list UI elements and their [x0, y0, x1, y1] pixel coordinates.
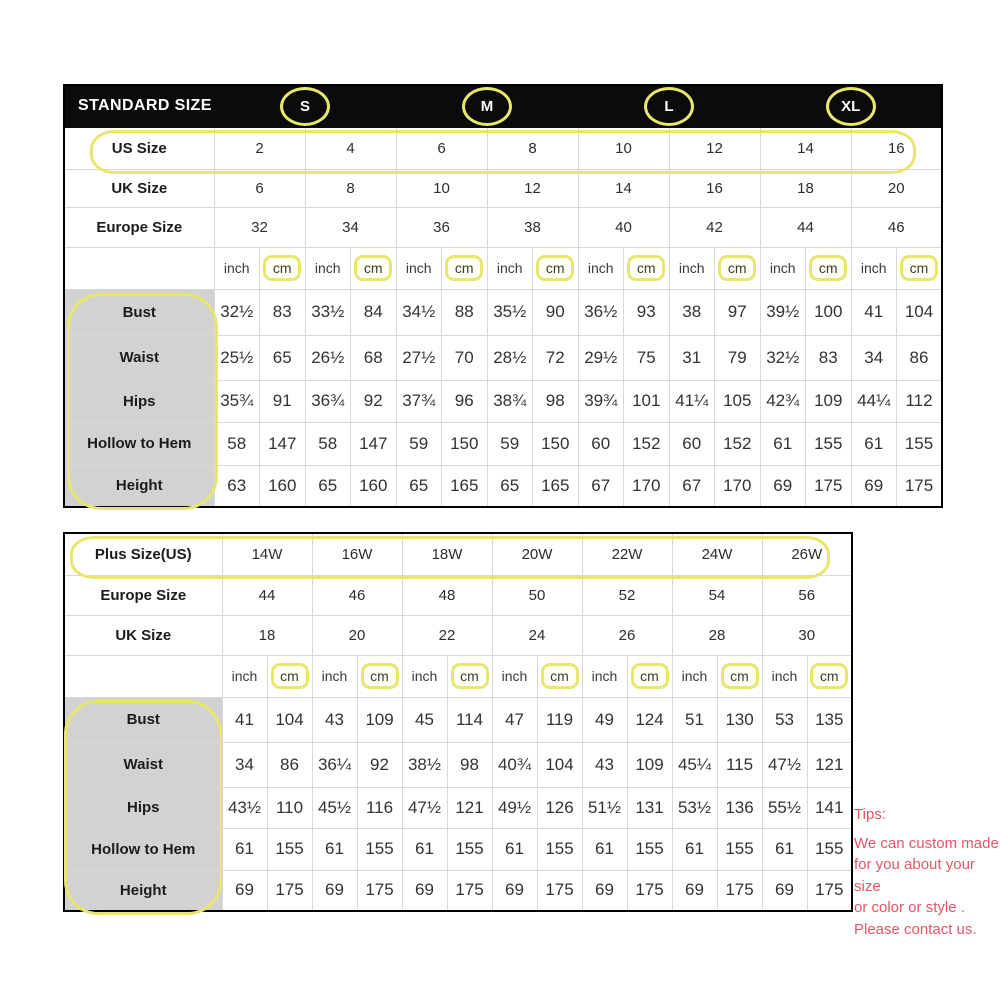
cm-unit-label-highlighted: cm [263, 255, 301, 281]
cm-unit-label-highlighted: cm [631, 663, 669, 689]
measurement-value-cell: 69 [762, 870, 807, 911]
inch-unit-label: inch [222, 655, 267, 697]
measurement-value-cell: 121 [447, 787, 492, 828]
measurement-value-cell: 69 [582, 870, 627, 911]
measurement-value-cell: 61 [672, 828, 717, 870]
measurement-value-cell: 37¾ [396, 380, 442, 422]
size-group-cell [578, 85, 760, 127]
measurement-value-cell: 104 [537, 742, 582, 787]
measurement-value-cell: 155 [897, 422, 943, 465]
measurement-value-cell: 98 [447, 742, 492, 787]
measurement-value-cell: 45¼ [672, 742, 717, 787]
measurement-label: Height [64, 870, 222, 911]
measurement-value-cell: 155 [627, 828, 672, 870]
measurement-value-cell: 69 [312, 870, 357, 911]
measurement-value-cell: 155 [717, 828, 762, 870]
measurement-value-cell: 175 [897, 465, 943, 507]
measurement-label: Bust [64, 697, 222, 742]
measurement-value-cell: 41¼ [669, 380, 715, 422]
size-group-cell [396, 85, 578, 127]
measurement-value-cell: 86 [267, 742, 312, 787]
measurement-value-cell: 65 [396, 465, 442, 507]
measurement-value-cell: 59 [396, 422, 442, 465]
measurement-value-cell: 150 [442, 422, 488, 465]
size-value-cell: 20 [851, 169, 942, 207]
measurement-value-cell: 175 [627, 870, 672, 911]
size-value-cell: 12 [669, 127, 760, 169]
inch-unit-label: inch [760, 247, 806, 289]
size-row-label: Europe Size [64, 575, 222, 615]
size-value-cell: 26W [762, 533, 852, 575]
size-value-cell: 12 [487, 169, 578, 207]
measurement-value-cell: 53 [762, 697, 807, 742]
measurement-value-cell: 98 [533, 380, 579, 422]
size-value-cell: 52 [582, 575, 672, 615]
measurement-value-cell: 135 [807, 697, 852, 742]
measurement-value-cell: 104 [897, 289, 943, 335]
cm-unit-cell [260, 247, 306, 289]
measurement-value-cell: 39½ [760, 289, 806, 335]
cm-unit-cell [715, 247, 761, 289]
measurement-value-cell: 51 [672, 697, 717, 742]
measurement-value-cell: 175 [447, 870, 492, 911]
measurement-value-cell: 90 [533, 289, 579, 335]
measurement-value-cell: 86 [897, 335, 943, 380]
measurement-value-cell: 45½ [312, 787, 357, 828]
cm-unit-cell [807, 655, 852, 697]
measurement-value-cell: 101 [624, 380, 670, 422]
measurement-value-cell: 51½ [582, 787, 627, 828]
measurement-value-cell: 152 [715, 422, 761, 465]
size-value-cell: 24W [672, 533, 762, 575]
measurement-value-cell: 152 [624, 422, 670, 465]
plus-size-table [63, 532, 853, 912]
measurement-value-cell: 93 [624, 289, 670, 335]
size-value-cell: 32 [214, 207, 305, 247]
measurement-value-cell: 65 [487, 465, 533, 507]
measurement-value-cell: 104 [267, 697, 312, 742]
measurement-label: Waist [64, 335, 214, 380]
cm-unit-label-highlighted: cm [541, 663, 579, 689]
inch-unit-label: inch [762, 655, 807, 697]
measurement-value-cell: 160 [351, 465, 397, 507]
size-value-cell: 10 [578, 127, 669, 169]
size-row-label: UK Size [64, 169, 214, 207]
tips-line: or color or style . [854, 899, 965, 916]
measurement-value-cell: 147 [260, 422, 306, 465]
measurement-value-cell: 70 [442, 335, 488, 380]
measurement-value-cell: 35¾ [214, 380, 260, 422]
size-row-label: US Size [64, 127, 214, 169]
measurement-value-cell: 155 [267, 828, 312, 870]
size-value-cell: 4 [305, 127, 396, 169]
size-value-cell: 16 [669, 169, 760, 207]
size-row-label: Plus Size(US) [64, 533, 222, 575]
measurement-label: Waist [64, 742, 222, 787]
measurement-label: Hips [64, 380, 214, 422]
measurement-value-cell: 47½ [402, 787, 447, 828]
measurement-value-cell: 69 [402, 870, 447, 911]
measurement-value-cell: 32½ [214, 289, 260, 335]
measurement-value-cell: 92 [351, 380, 397, 422]
measurement-value-cell: 147 [351, 422, 397, 465]
measurement-value-cell: 49 [582, 697, 627, 742]
size-value-cell: 8 [487, 127, 578, 169]
measurement-value-cell: 61 [222, 828, 267, 870]
measurement-value-cell: 47½ [762, 742, 807, 787]
inch-unit-label: inch [396, 247, 442, 289]
measurement-value-cell: 165 [533, 465, 579, 507]
measurement-value-cell: 175 [807, 870, 852, 911]
cm-unit-cell [537, 655, 582, 697]
size-group-badge: S [280, 87, 330, 126]
size-value-cell: 42 [669, 207, 760, 247]
inch-unit-label: inch [578, 247, 624, 289]
measurement-value-cell: 72 [533, 335, 579, 380]
measurement-value-cell: 155 [537, 828, 582, 870]
cm-unit-cell [351, 247, 397, 289]
measurement-value-cell: 60 [578, 422, 624, 465]
size-value-cell: 14W [222, 533, 312, 575]
measurement-value-cell: 41 [851, 289, 897, 335]
measurement-value-cell: 60 [669, 422, 715, 465]
tips-line: We can custom made [854, 834, 999, 852]
size-group-badge: M [462, 87, 512, 126]
inch-unit-label: inch [214, 247, 260, 289]
cm-unit-label-highlighted: cm [536, 255, 574, 281]
measurement-value-cell: 58 [305, 422, 351, 465]
measurement-value-cell: 115 [717, 742, 762, 787]
cm-unit-cell [897, 247, 943, 289]
measurement-value-cell: 110 [267, 787, 312, 828]
measurement-value-cell: 150 [533, 422, 579, 465]
measurement-value-cell: 124 [627, 697, 672, 742]
measurement-value-cell: 68 [351, 335, 397, 380]
measurement-value-cell: 28½ [487, 335, 533, 380]
measurement-value-cell: 34 [222, 742, 267, 787]
size-row-label: Europe Size [64, 207, 214, 247]
size-value-cell: 6 [214, 169, 305, 207]
measurement-value-cell: 91 [260, 380, 306, 422]
measurement-value-cell: 126 [537, 787, 582, 828]
measurement-value-cell: 155 [357, 828, 402, 870]
measurement-value-cell: 61 [312, 828, 357, 870]
measurement-value-cell: 160 [260, 465, 306, 507]
measurement-value-cell: 69 [672, 870, 717, 911]
size-group-badge: L [644, 87, 694, 126]
measurement-value-cell: 43 [582, 742, 627, 787]
measurement-value-cell: 88 [442, 289, 488, 335]
cm-unit-cell [717, 655, 762, 697]
measurement-value-cell: 83 [806, 335, 852, 380]
size-value-cell: 54 [672, 575, 762, 615]
measurement-value-cell: 97 [715, 289, 761, 335]
size-value-cell: 14 [760, 127, 851, 169]
cm-unit-cell [627, 655, 672, 697]
cm-unit-label-highlighted: cm [809, 255, 847, 281]
cm-unit-label-highlighted: cm [451, 663, 489, 689]
measurement-value-cell: 36¾ [305, 380, 351, 422]
size-value-cell: 18W [402, 533, 492, 575]
size-value-cell: 22 [402, 615, 492, 655]
measurement-label: Hollow to Hem [64, 828, 222, 870]
size-group-badge: XL [826, 87, 876, 126]
measurement-value-cell: 63 [214, 465, 260, 507]
inch-unit-label: inch [312, 655, 357, 697]
measurement-value-cell: 43½ [222, 787, 267, 828]
size-value-cell: 14 [578, 169, 669, 207]
measurement-value-cell: 175 [357, 870, 402, 911]
measurement-value-cell: 61 [760, 422, 806, 465]
measurement-value-cell: 59 [487, 422, 533, 465]
size-value-cell: 10 [396, 169, 487, 207]
measurement-value-cell: 175 [537, 870, 582, 911]
measurement-value-cell: 49½ [492, 787, 537, 828]
tips-note [854, 804, 1000, 940]
size-value-cell: 24 [492, 615, 582, 655]
cm-unit-cell [442, 247, 488, 289]
size-value-cell: 18 [222, 615, 312, 655]
measurement-value-cell: 43 [312, 697, 357, 742]
measurement-value-cell: 29½ [578, 335, 624, 380]
measurement-value-cell: 47 [492, 697, 537, 742]
measurement-value-cell: 53½ [672, 787, 717, 828]
measurement-value-cell: 170 [715, 465, 761, 507]
measurement-value-cell: 165 [442, 465, 488, 507]
measurement-value-cell: 141 [807, 787, 852, 828]
size-value-cell: 18 [760, 169, 851, 207]
size-group-cell [760, 85, 942, 127]
cm-unit-cell [357, 655, 402, 697]
measurement-value-cell: 44¼ [851, 380, 897, 422]
size-value-cell: 36 [396, 207, 487, 247]
measurement-value-cell: 36½ [578, 289, 624, 335]
inch-unit-label: inch [492, 655, 537, 697]
measurement-value-cell: 25½ [214, 335, 260, 380]
measurement-value-cell: 92 [357, 742, 402, 787]
size-value-cell: 30 [762, 615, 852, 655]
measurement-value-cell: 61 [762, 828, 807, 870]
inch-unit-label: inch [402, 655, 447, 697]
measurement-value-cell: 170 [624, 465, 670, 507]
cm-unit-cell [624, 247, 670, 289]
measurement-value-cell: 41 [222, 697, 267, 742]
cm-unit-cell [806, 247, 852, 289]
cm-unit-label-highlighted: cm [900, 255, 938, 281]
cm-unit-label-highlighted: cm [721, 663, 759, 689]
inch-unit-label: inch [851, 247, 897, 289]
cm-unit-label-highlighted: cm [361, 663, 399, 689]
measurement-value-cell: 61 [582, 828, 627, 870]
measurement-value-cell: 109 [806, 380, 852, 422]
measurement-value-cell: 119 [537, 697, 582, 742]
size-value-cell: 56 [762, 575, 852, 615]
inch-unit-label: inch [582, 655, 627, 697]
size-value-cell: 16W [312, 533, 402, 575]
measurement-value-cell: 31 [669, 335, 715, 380]
table-title: STANDARD SIZE [64, 85, 214, 127]
measurement-label: Hips [64, 787, 222, 828]
measurement-value-cell: 96 [442, 380, 488, 422]
measurement-value-cell: 38 [669, 289, 715, 335]
inch-unit-label: inch [672, 655, 717, 697]
tips-line: Please contact us. [854, 920, 977, 938]
size-value-cell: 44 [222, 575, 312, 615]
measurement-value-cell: 121 [807, 742, 852, 787]
tips-title: Tips: [854, 806, 886, 823]
measurement-value-cell: 83 [260, 289, 306, 335]
measurement-value-cell: 79 [715, 335, 761, 380]
measurement-value-cell: 84 [351, 289, 397, 335]
measurement-value-cell: 136 [717, 787, 762, 828]
size-group-cell [214, 85, 396, 127]
inch-unit-label: inch [669, 247, 715, 289]
measurement-value-cell: 42¾ [760, 380, 806, 422]
size-value-cell: 6 [396, 127, 487, 169]
measurement-value-cell: 69 [492, 870, 537, 911]
measurement-value-cell: 116 [357, 787, 402, 828]
size-value-cell: 34 [305, 207, 396, 247]
measurement-value-cell: 32½ [760, 335, 806, 380]
tips-line: for you about your size [854, 856, 975, 895]
measurement-value-cell: 69 [222, 870, 267, 911]
inch-unit-label: inch [305, 247, 351, 289]
measurement-value-cell: 75 [624, 335, 670, 380]
size-value-cell: 50 [492, 575, 582, 615]
measurement-value-cell: 34½ [396, 289, 442, 335]
measurement-value-cell: 61 [492, 828, 537, 870]
measurement-value-cell: 109 [357, 697, 402, 742]
measurement-value-cell: 26½ [305, 335, 351, 380]
size-value-cell: 46 [312, 575, 402, 615]
measurement-value-cell: 33½ [305, 289, 351, 335]
size-value-cell: 22W [582, 533, 672, 575]
cm-unit-label-highlighted: cm [271, 663, 309, 689]
measurement-value-cell: 55½ [762, 787, 807, 828]
measurement-value-cell: 61 [851, 422, 897, 465]
size-value-cell: 44 [760, 207, 851, 247]
cm-unit-cell [267, 655, 312, 697]
inch-unit-label: inch [487, 247, 533, 289]
cm-unit-cell [533, 247, 579, 289]
measurement-value-cell: 114 [447, 697, 492, 742]
cm-unit-label-highlighted: cm [354, 255, 392, 281]
measurement-value-cell: 131 [627, 787, 672, 828]
measurement-value-cell: 175 [717, 870, 762, 911]
unit-row-empty-cell [64, 247, 214, 289]
unit-row-empty-cell [64, 655, 222, 697]
measurement-value-cell: 40¾ [492, 742, 537, 787]
cm-unit-label-highlighted: cm [627, 255, 665, 281]
measurement-value-cell: 35½ [487, 289, 533, 335]
measurement-value-cell: 105 [715, 380, 761, 422]
size-value-cell: 46 [851, 207, 942, 247]
size-value-cell: 38 [487, 207, 578, 247]
measurement-value-cell: 39¾ [578, 380, 624, 422]
size-value-cell: 16 [851, 127, 942, 169]
measurement-value-cell: 155 [447, 828, 492, 870]
size-value-cell: 20 [312, 615, 402, 655]
cm-unit-label-highlighted: cm [718, 255, 756, 281]
measurement-value-cell: 100 [806, 289, 852, 335]
standard-size-table [63, 84, 943, 508]
size-row-label: UK Size [64, 615, 222, 655]
measurement-value-cell: 36¼ [312, 742, 357, 787]
measurement-value-cell: 155 [807, 828, 852, 870]
measurement-value-cell: 112 [897, 380, 943, 422]
measurement-value-cell: 34 [851, 335, 897, 380]
measurement-value-cell: 109 [627, 742, 672, 787]
size-value-cell: 26 [582, 615, 672, 655]
measurement-label: Bust [64, 289, 214, 335]
measurement-label: Height [64, 465, 214, 507]
measurement-value-cell: 27½ [396, 335, 442, 380]
measurement-value-cell: 175 [806, 465, 852, 507]
measurement-value-cell: 67 [669, 465, 715, 507]
measurement-value-cell: 65 [305, 465, 351, 507]
cm-unit-label-highlighted: cm [445, 255, 483, 281]
size-value-cell: 20W [492, 533, 582, 575]
measurement-value-cell: 69 [760, 465, 806, 507]
cm-unit-label-highlighted: cm [810, 663, 848, 689]
measurement-value-cell: 61 [402, 828, 447, 870]
measurement-value-cell: 67 [578, 465, 624, 507]
measurement-value-cell: 69 [851, 465, 897, 507]
size-value-cell: 40 [578, 207, 669, 247]
measurement-value-cell: 45 [402, 697, 447, 742]
size-value-cell: 28 [672, 615, 762, 655]
size-value-cell: 2 [214, 127, 305, 169]
measurement-value-cell: 130 [717, 697, 762, 742]
measurement-value-cell: 155 [806, 422, 852, 465]
measurement-label: Hollow to Hem [64, 422, 214, 465]
measurement-value-cell: 38½ [402, 742, 447, 787]
size-value-cell: 8 [305, 169, 396, 207]
cm-unit-cell [447, 655, 492, 697]
measurement-value-cell: 38¾ [487, 380, 533, 422]
measurement-value-cell: 58 [214, 422, 260, 465]
measurement-value-cell: 175 [267, 870, 312, 911]
measurement-value-cell: 65 [260, 335, 306, 380]
size-value-cell: 48 [402, 575, 492, 615]
